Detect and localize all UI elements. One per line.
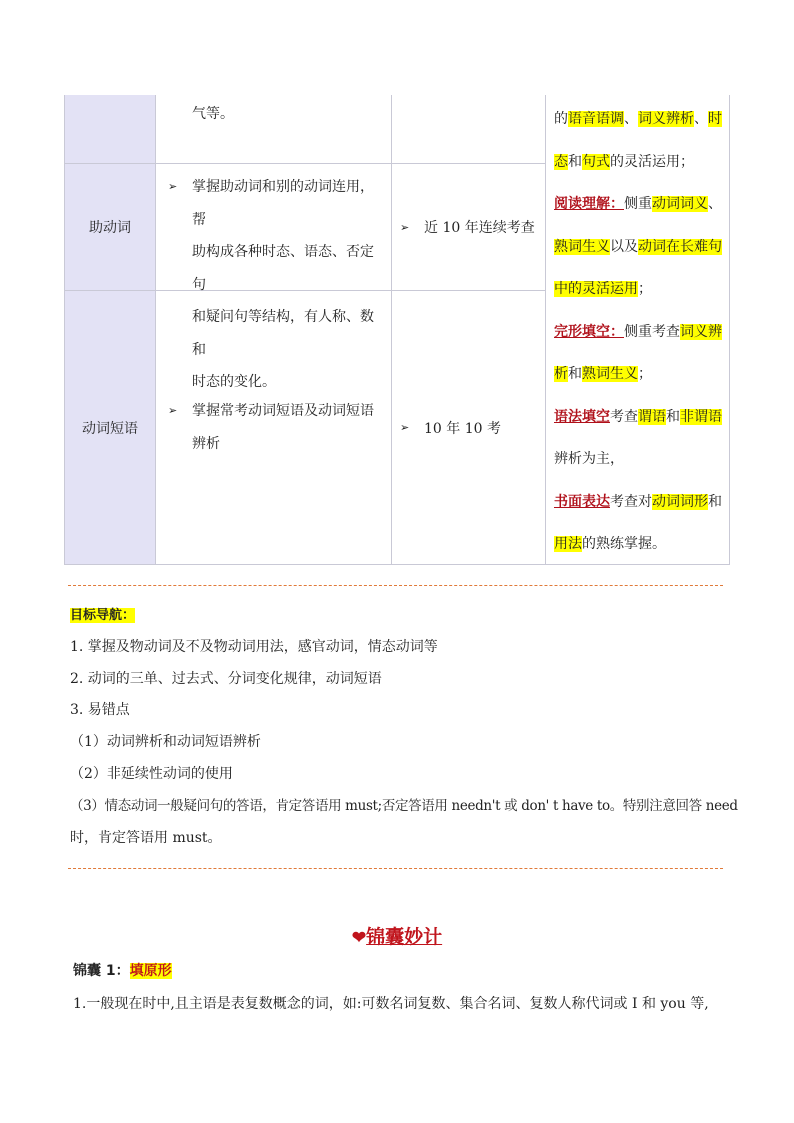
tip-line: 1.一般现在时中,且主语是表复数概念的词，如:可数名词复数、集合名词、复数人称代词或 I 和 you 等, <box>73 996 709 1012</box>
row2-exam-cell <box>391 291 545 565</box>
guide-item: 时，肯定答语用 must。 <box>70 829 222 846</box>
row2-exam: 10 年 10 考 <box>424 420 501 437</box>
row0-requirement-cell <box>155 95 391 164</box>
notes-line: 态和句式的灵活运用； <box>554 153 694 170</box>
notes-line: 辨析为主， <box>554 451 624 467</box>
bullet-icon: ➢ <box>400 220 410 234</box>
notes-line: 中的灵活运用； <box>554 281 652 297</box>
tip-tag: 填原形 <box>129 963 172 979</box>
divider-bottom <box>68 868 723 869</box>
row2-req-line: 辨析 <box>192 435 220 452</box>
row1-req-line: 掌握助动词和别的动词连用，帮 <box>192 179 374 228</box>
row1-exam: 近 10 年连续考查 <box>424 220 535 236</box>
guide-item: 3. 易错点 <box>70 702 130 719</box>
row2-requirement-cell <box>155 291 391 565</box>
row0-requirement-line: 气等。 <box>192 106 234 122</box>
row2-name-cell <box>64 291 155 565</box>
tip-prefix: 锦囊 1： <box>73 963 130 979</box>
row1-requirement-cell <box>155 164 391 390</box>
guide-item: 2. 动词的三单、过去式、分词变化规律，动词短语 <box>70 670 382 687</box>
goal-guide <box>70 600 738 854</box>
row1-req-line: 时态的变化。 <box>192 374 276 390</box>
row2-req-line: 掌握常考动词短语及动词短语 <box>192 403 374 419</box>
bullet-icon: ➢ <box>400 421 410 434</box>
divider-top <box>68 585 723 586</box>
row1-name-cell <box>64 164 155 291</box>
heart-icon: ❤ <box>351 928 367 948</box>
row0-name-cell <box>64 95 155 164</box>
tip-label <box>73 960 172 980</box>
row1-name: 助动词 <box>89 220 131 236</box>
notes-line: 阅读理解：侧重动词词义、 <box>554 196 722 212</box>
exam-notes-cell <box>545 95 730 565</box>
notes-line: 用法的熟练掌握。 <box>554 536 666 552</box>
section-title-text: 锦囊妙计 <box>366 926 443 948</box>
verb-table <box>64 95 730 565</box>
section-title <box>0 922 794 949</box>
notes-line: 完形填空：侧重考查词义辨 <box>554 323 722 340</box>
row1-req-line: 和疑问句等结构，有人称、数和 <box>192 309 374 358</box>
bullet-icon: ➢ <box>168 404 178 417</box>
bullet-icon: ➢ <box>168 180 178 193</box>
row2-name: 动词短语 <box>82 420 138 437</box>
row1-exam-cell <box>391 164 545 291</box>
notes-line: 熟词生义以及动词在长难句 <box>554 238 722 255</box>
guide-title: 目标导航： <box>70 608 136 623</box>
guide-item: （2）非延续性动词的使用 <box>70 765 233 782</box>
guide-item: 1. 掌握及物动词及不及物动词用法，感官动词，情态动词等 <box>70 638 438 655</box>
notes-line: 书面表达考查对动词词形和 <box>554 493 722 510</box>
row0-exam-cell <box>391 95 545 164</box>
guide-item: （1）动词辨析和动词短语辨析 <box>70 734 261 751</box>
notes-line: 析和熟词生义； <box>554 366 652 382</box>
row1-req-line: 助构成各种时态、语态、否定句 <box>192 244 374 293</box>
guide-item: （3）情态动词一般疑问句的答语，肯定答语用 must;否定答语用 needn't 或 don' t have to。特别注意回答 need <box>70 797 738 814</box>
notes-line: 语法填空考查谓语和非谓语 <box>554 408 722 425</box>
notes-line: 的语音语调、词义辨析、时 <box>554 111 722 127</box>
